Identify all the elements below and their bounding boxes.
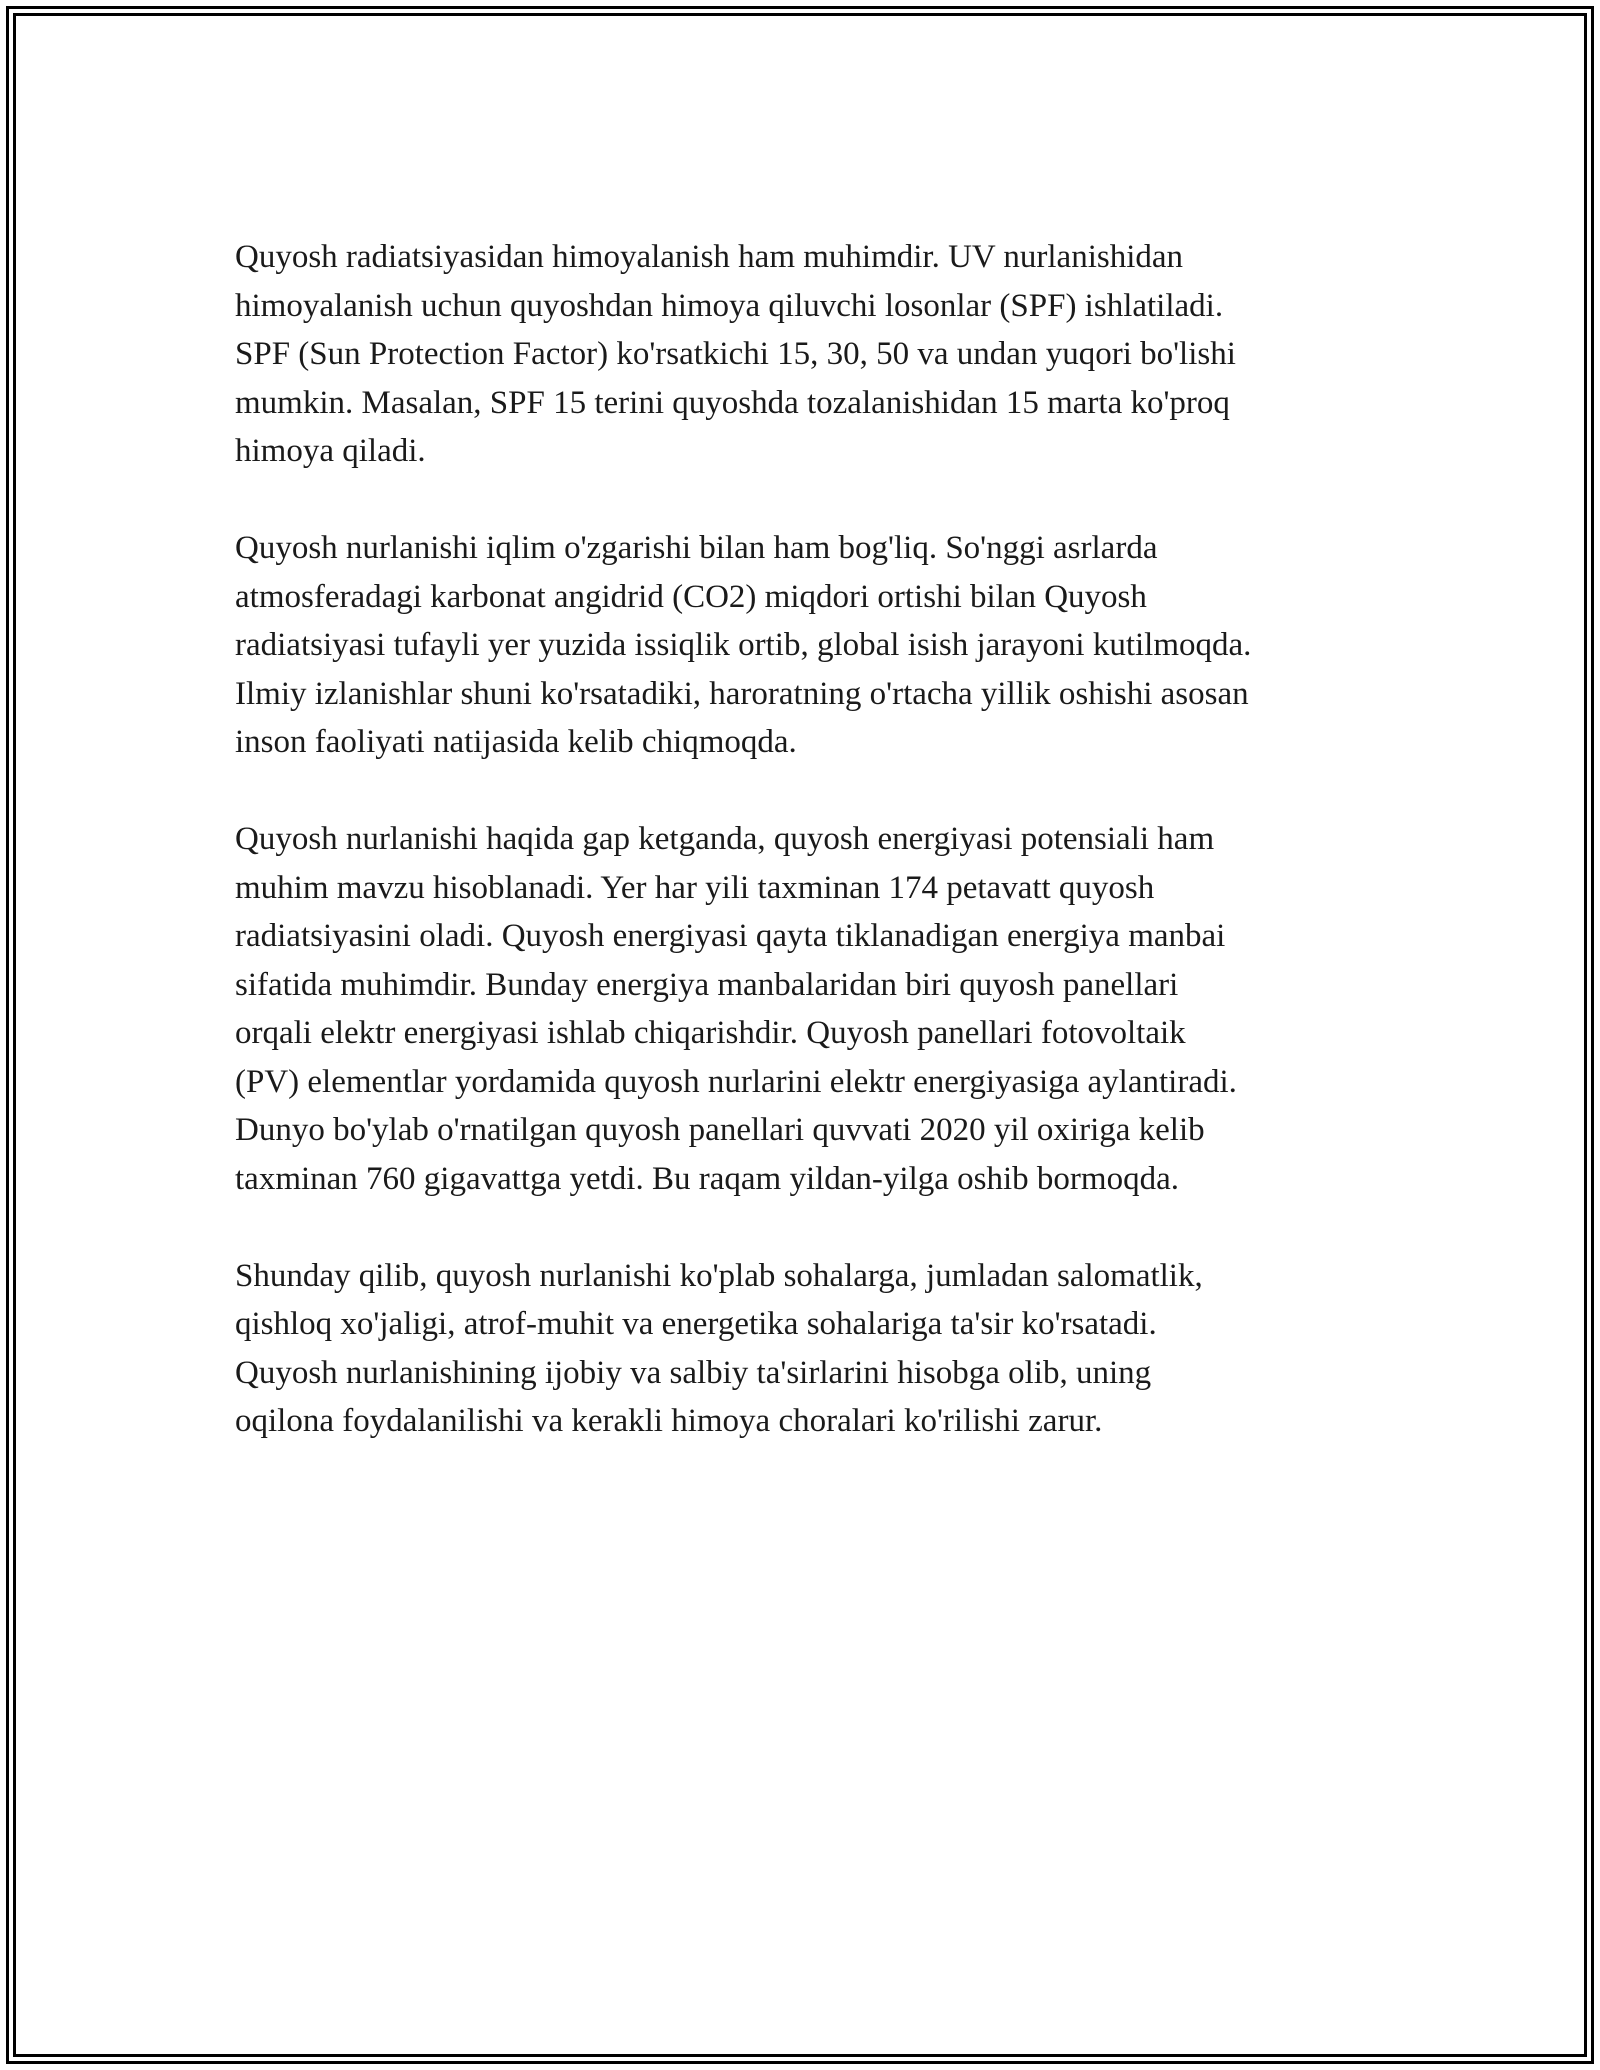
paragraph-conclusion: [235, 1252, 1395, 1446]
text-line: mumkin. Masalan, SPF 15 terini quyoshda tozalanishidan 15 marta ko'proq: [235, 384, 1230, 421]
text-line: radiatsiyasini oladi. Quyosh energiyasi qayta tiklanadigan energiya manbai: [235, 918, 1226, 954]
text-line: sifatida muhimdir. Bunday energiya manbalaridan biri quyosh panellari: [235, 966, 1179, 1003]
text-line: atmosferadagi karbonat angidrid (CO2) miqdori ortishi bilan Quyosh: [235, 578, 1147, 615]
text-line: SPF (Sun Protection Factor) ko'rsatkichi 15, 30, 50 va undan yuqori bo'lishi: [235, 336, 1236, 372]
text-line: Quyosh radiatsiyasidan himoyalanish ham muhimdir. UV nurlanishidan: [235, 239, 1184, 275]
text-line: taxminan 760 gigavattga yetdi. Bu raqam yildan-yilga oshib bormoqda.: [235, 1160, 1179, 1197]
text-line: Quyosh nurlanishi haqida gap ketganda, quyosh energiyasi potensiali ham: [235, 821, 1215, 857]
text-line: radiatsiyasi tufayli yer yuzida issiqlik ortib, global isish jarayoni kutilmoqda.: [235, 627, 1252, 663]
text-line: Shunday qilib, quyosh nurlanishi ko'plab sohalarga, jumladan salomatlik,: [235, 1257, 1203, 1294]
text-line: Ilmiy izlanishlar shuni ko'rsatadiki, haroratning o'rtacha yillik oshishi asosan: [235, 675, 1249, 712]
paragraph-sun-protection: [235, 233, 1395, 476]
text-line: Quyosh nurlanishi iqlim o'zgarishi bilan ham bog'liq. So'nggi asrlarda: [235, 530, 1158, 566]
text-line: inson faoliyati natijasida kelib chiqmoqda.: [235, 724, 797, 760]
text-line: Quyosh nurlanishining ijobiy va salbiy ta'sirlarini hisobga olib, uning: [235, 1354, 1152, 1391]
paragraph-solar-energy: [235, 815, 1395, 1203]
text-line: Dunyo bo'ylab o'rnatilgan quyosh panellari quvvati 2020 yil oxiriga kelib: [235, 1112, 1205, 1148]
paragraph-climate-change: [235, 524, 1395, 767]
text-line: qishloq xo'jaligi, atrof-muhit va energetika sohalariga ta'sir ko'rsatadi.: [235, 1306, 1157, 1342]
text-line: muhim mavzu hisoblanadi. Yer har yili taxminan 174 petavatt quyosh: [235, 869, 1155, 906]
text-line: himoya qiladi.: [235, 433, 426, 469]
text-line: himoyalanish uchun quyoshdan himoya qiluvchi losonlar (SPF) ishlatiladi.: [235, 287, 1224, 324]
document-body: [235, 233, 1395, 1494]
text-line: oqilona foydalanilishi va kerakli himoya choralari ko'rilishi zarur.: [235, 1403, 1103, 1439]
text-line: (PV) elementlar yordamida quyosh nurlarini elektr energiyasiga aylantiradi.: [235, 1063, 1237, 1100]
text-line: orqali elektr energiyasi ishlab chiqarishdir. Quyosh panellari fotovoltaik: [235, 1015, 1186, 1051]
